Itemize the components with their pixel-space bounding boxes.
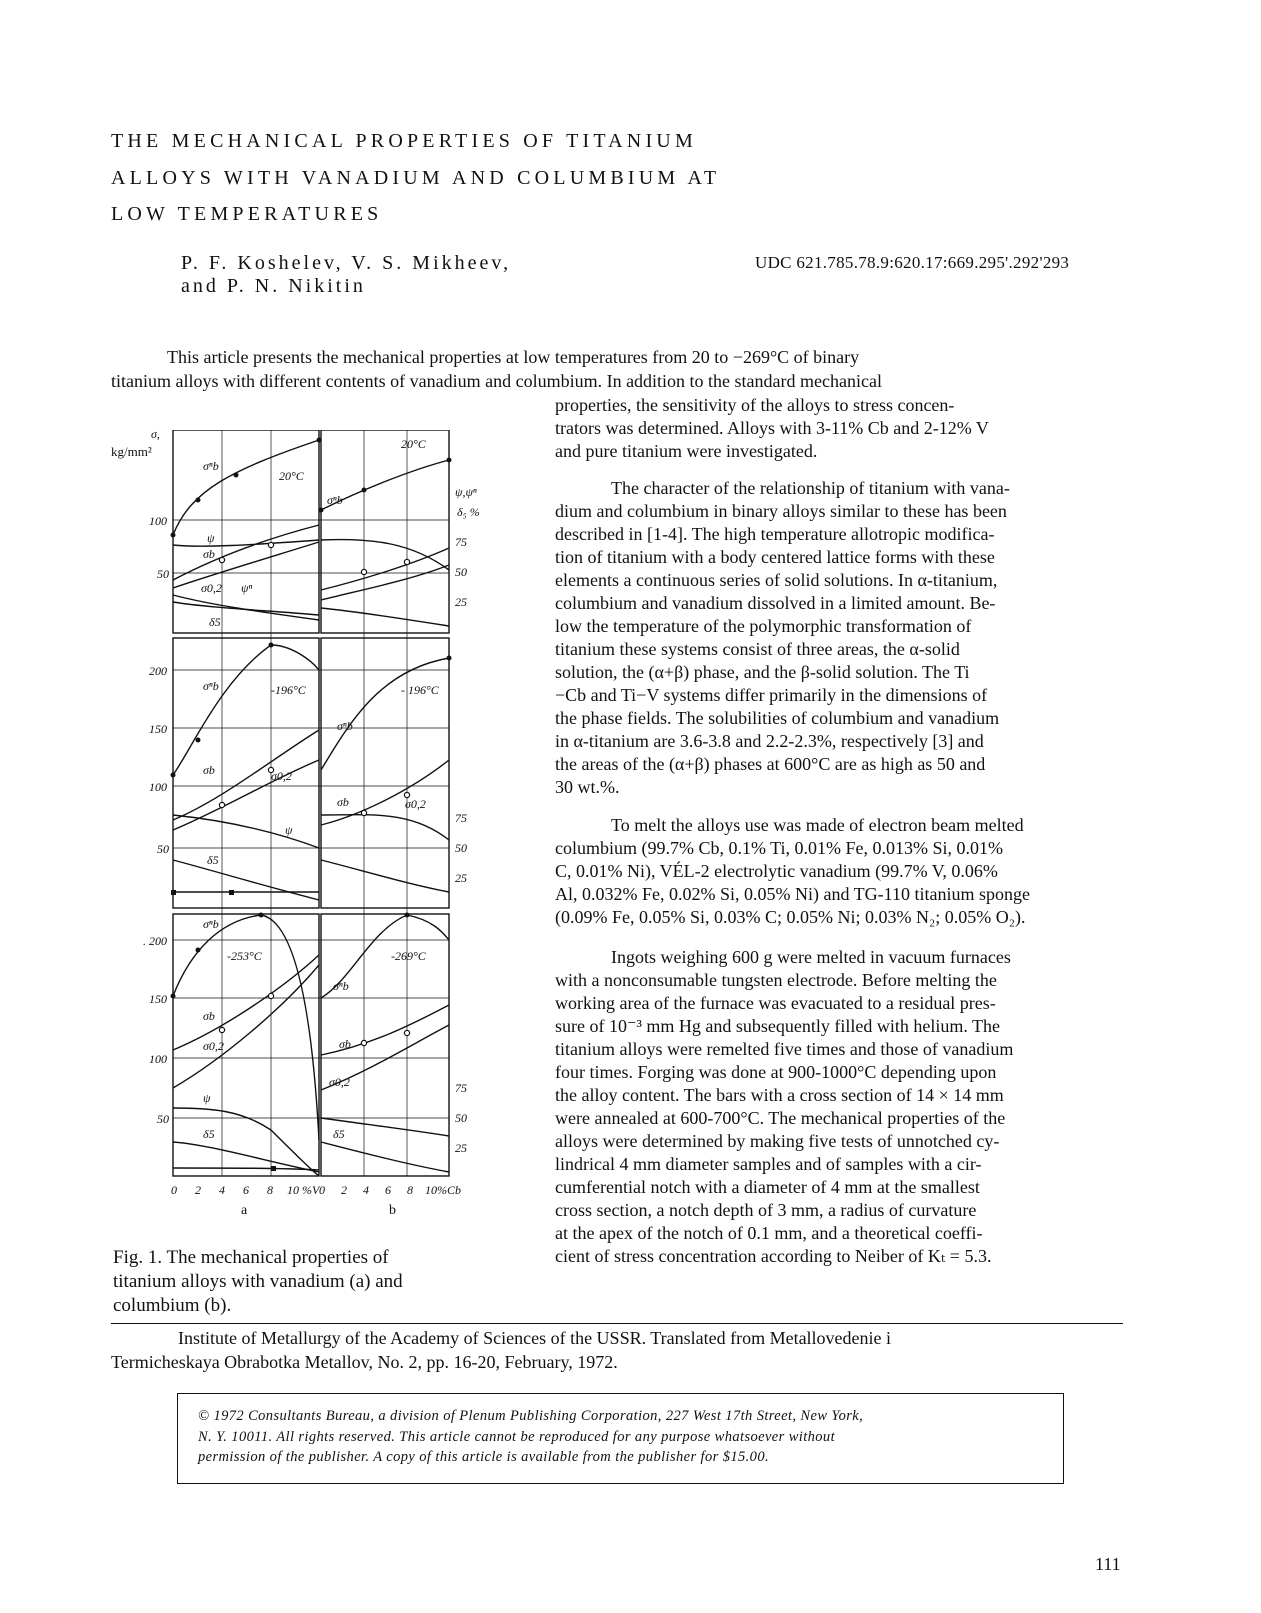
panel-b-196 <box>321 638 449 908</box>
curve-b20-psi <box>321 540 449 570</box>
tick-label: 200 <box>149 664 167 678</box>
curve-label: σb <box>203 763 215 777</box>
affiliation-line-2: Termicheskaya Obrabotka Metallov, No. 2, pp. 16-20, February, 1972. <box>111 1352 618 1372</box>
curve-label: σ0,2 <box>329 1075 350 1089</box>
page-number: 111 <box>1095 1554 1121 1574</box>
x-tick-label: 10 %V <box>287 1183 320 1197</box>
body-line: alloys were determined by making five tests of unnotched cy- <box>555 1131 1000 1151</box>
figure-caption <box>113 1246 493 1318</box>
curve-b20-delta5 <box>321 608 449 626</box>
x-tick-label: 10%Cb <box>425 1183 461 1197</box>
curve-b20-sigma-b <box>321 548 449 590</box>
curve-label: ψ <box>203 1091 211 1105</box>
body-line: 30 wt.%. <box>555 777 620 797</box>
temp-label: 20°C <box>279 469 304 483</box>
copyright-line-2: N. Y. 10011. All rights reserved. This article cannot be reproduced for any purpose whatsoever without <box>198 1429 836 1445</box>
x-tick-label: 6 <box>243 1183 249 1197</box>
tick-label: 50 <box>157 842 169 856</box>
curve-label: δ5 <box>209 615 221 629</box>
tick-label: 50 <box>157 567 169 581</box>
copyright-line-3: permission of the publisher. A copy of this article is available from the publisher for $15.00. <box>198 1449 769 1465</box>
body-line: cumferential notch with a diameter of 4 mm at the smallest <box>555 1177 980 1197</box>
body-line: low the temperature of the polymorphic transformation of <box>555 616 972 636</box>
curve-label: δ5 <box>207 853 219 867</box>
curve-label: σ0,2 <box>405 797 426 811</box>
curve-label: σb <box>337 795 349 809</box>
curve-a196-sigma02 <box>173 760 319 830</box>
body-line: were annealed at 600-700°C. The mechanical properties of the <box>555 1108 1006 1128</box>
tick-label: 50 <box>455 565 467 579</box>
curve-label: σ0,2 <box>201 581 222 595</box>
body-line: columbium (99.7% Cb, 0.1% Ti, 0.01% Fe, 0.013% Si, 0.01% <box>555 838 1004 858</box>
body-line: dium and columbium in binary alloys similar to these has been <box>555 501 1007 521</box>
x-tick-label: 2 <box>195 1183 201 1197</box>
figure-1 <box>111 430 551 1230</box>
tick-label: 50 <box>157 1112 169 1126</box>
x-tick-label: 0 <box>319 1183 325 1197</box>
temp-label: 20°C <box>401 437 426 451</box>
tick-label: 50 <box>455 841 467 855</box>
udc-code: UDC 621.785.78.9:620.17:669.295'.292'293 <box>755 253 1070 272</box>
body-line: at the apex of the notch of 0.1 mm, and a theoretical coeffi- <box>555 1223 983 1243</box>
tick-label: 150 <box>149 722 167 736</box>
title-line-1: THE MECHANICAL PROPERTIES OF TITANIUM <box>111 130 697 152</box>
affiliation-line-1: Institute of Metallurgy of the Academy of Sciences of the USSR. Translated from Metallovedenie i <box>178 1328 892 1348</box>
body-line: solution, the (α+β) phase, and the β-solid solution. The Ti <box>555 662 970 682</box>
title-line-3: LOW TEMPERATURES <box>111 203 383 225</box>
authors-line-2: and P. N. Nikitin <box>181 275 366 297</box>
curve-label: σⁿb <box>203 459 219 473</box>
curve-b269-delta5 <box>321 1142 449 1172</box>
tick-label: . 200 <box>143 934 167 948</box>
temp-label: -196°C <box>271 683 306 697</box>
tick-label: 75 <box>455 535 467 549</box>
temp-label: -253°C <box>227 949 262 963</box>
footer-rule <box>111 1323 1123 1324</box>
x-tick-label: 0 <box>171 1183 177 1197</box>
abstract-line-2: titanium alloys with different contents of vanadium and columbium. In addition to the standard mechanical <box>111 371 882 391</box>
body-line: elements a continuous series of solid solutions. In α-titanium, <box>555 570 998 590</box>
temp-label: - 196°C <box>401 683 439 697</box>
sub-label-b: b <box>389 1203 396 1218</box>
body-line: (0.09% Fe, 0.05% Si, 0.03% C; 0.05% Ni; 0.03% N₂; 0.05% O₂). <box>555 907 1026 927</box>
title-line-2: ALLOYS WITH VANADIUM AND COLUMBIUM AT <box>111 167 721 189</box>
body-line: cross section, a notch depth of 3 mm, a radius of curvature <box>555 1200 977 1220</box>
curve-a196-sigma-b <box>173 730 319 820</box>
tick-label: 75 <box>455 1081 467 1095</box>
curve-a196-sigma-bn <box>173 645 319 775</box>
body-line: columbium and vanadium dissolved in a limited amount. Be- <box>555 593 996 613</box>
copyright-box <box>177 1393 1064 1484</box>
panel-a-196 <box>173 638 319 908</box>
curve-label: σⁿb <box>203 679 219 693</box>
curve-label: σb <box>203 547 215 561</box>
curve-a20-psi <box>173 540 319 546</box>
figure-1-plot <box>111 430 551 1230</box>
body-line: with a nonconsumable tungsten electrode. Before melting the <box>555 970 997 990</box>
curve-a253-sigma02 <box>173 965 319 1088</box>
body-line: lindrical 4 mm diameter samples and of samples with a cir- <box>555 1154 982 1174</box>
body-line: working area of the furnace was evacuated to a residual pres- <box>555 993 996 1013</box>
body-line: the areas of the (α+β) phases at 600°C are as high as 50 and <box>555 754 986 774</box>
body-line: the alloy content. The bars with a cross section of 14 × 14 mm <box>555 1085 1004 1105</box>
body-line: sure of 10⁻³ mm Hg and subsequently filled with helium. The <box>555 1016 1000 1036</box>
body-line: four times. Forging was done at 900-1000°C depending upon <box>555 1062 997 1082</box>
body-column <box>555 396 1130 1296</box>
x-tick-label: 8 <box>407 1183 413 1197</box>
body-line: the phase fields. The solubilities of columbium and vanadium <box>555 708 1000 728</box>
tick-label: 100 <box>149 514 167 528</box>
body-line: The character of the relationship of titanium with vana- <box>611 478 1010 498</box>
x-tick-label: 8 <box>267 1183 273 1197</box>
curve-a20-sigma-b <box>173 525 319 580</box>
x-tick-label: 4 <box>219 1183 225 1197</box>
curve-label: σⁿb <box>337 719 353 733</box>
curve-label: σⁿb <box>203 917 219 931</box>
curve-a20-sigma-bn <box>173 440 319 535</box>
sub-label-a: a <box>241 1203 248 1218</box>
body-line: To melt the alloys use was made of electron beam melted <box>611 815 1024 835</box>
caption-line: Fig. 1. The mechanical properties of <box>113 1247 389 1268</box>
caption-line: titanium alloys with vanadium (a) and <box>113 1271 403 1292</box>
body-line: trators was determined. Alloys with 3-11% Cb and 2-12% V <box>555 418 989 438</box>
curve-label: δ5 <box>333 1127 345 1141</box>
body-line: tion of titanium with a body centered lattice forms with these <box>555 547 995 567</box>
curve-a20-psin <box>173 602 319 615</box>
authors-line-1: P. F. Koshelev, V. S. Mikheev, <box>181 252 512 274</box>
tick-label: 150 <box>149 992 167 1006</box>
curve-a253-psin <box>173 1168 319 1170</box>
curve-b20-sigma02 <box>321 565 449 600</box>
curve-label: δ5 <box>203 1127 215 1141</box>
tick-label: 25 <box>455 871 467 885</box>
curve-label: σb <box>339 1037 351 1051</box>
curve-a196-delta5 <box>173 860 319 900</box>
body-line: −Cb and Ti−V systems differ primarily in the dimensions of <box>555 685 988 705</box>
tick-label: 25 <box>455 1141 467 1155</box>
y-axis-label-symbol: σ, <box>151 430 160 441</box>
x-tick-label: 2 <box>341 1183 347 1197</box>
body-line: cient of stress concentration according to Neiber of Kₜ = 5.3. <box>555 1246 992 1266</box>
curve-label: σⁿb <box>333 979 349 993</box>
y-axis-label-unit: kg/mm² <box>111 444 152 459</box>
curve-label: σ0,2 <box>203 1039 224 1053</box>
right-axis-label-2: δ₅ % <box>457 505 480 519</box>
tick-label: 25 <box>455 595 467 609</box>
tick-label: 50 <box>455 1111 467 1125</box>
tick-label: 100 <box>149 1052 167 1066</box>
abstract-line-1: This article presents the mechanical properties at low temperatures from 20 to −269°C of binary <box>167 347 860 367</box>
curve-b196-delta5 <box>321 860 449 892</box>
body-line: titanium these systems consist of three areas, the α-solid <box>555 639 960 659</box>
x-tick-label: 6 <box>385 1183 391 1197</box>
tick-label: 100 <box>149 780 167 794</box>
temp-label: -269°C <box>391 949 426 963</box>
curve-label: σ0,2 <box>271 769 292 783</box>
curve-label: ψⁿ <box>241 581 253 595</box>
curve-b196-sigma-bn <box>321 658 449 770</box>
body-line: Al, 0.032% Fe, 0.02% Si, 0.05% Ni) and TG-110 titanium sponge <box>555 884 1030 904</box>
caption-line: columbium (b). <box>113 1295 232 1316</box>
curve-label: ψ <box>285 823 293 837</box>
x-tick-label: 4 <box>363 1183 369 1197</box>
curve-a20-delta5 <box>173 595 319 620</box>
curve-b196-psi <box>321 815 449 840</box>
body-line: and pure titanium were investigated. <box>555 441 818 461</box>
right-axis-label: ψ,ψⁿ <box>455 485 477 499</box>
body-line: in α-titanium are 3.6-3.8 and 2.2-2.3%, respectively [3] and <box>555 731 984 751</box>
body-line: titanium alloys were remelted five times and those of vanadium <box>555 1039 1014 1059</box>
curve-label: σb <box>203 1009 215 1023</box>
body-line: Ingots weighing 600 g were melted in vacuum furnaces <box>611 947 1011 967</box>
curve-label: σⁿb <box>327 493 343 507</box>
body-line: C, 0.01% Ni), VÉL-2 electrolytic vanadium (99.7% V, 0.06% <box>555 861 998 881</box>
tick-label: 75 <box>455 811 467 825</box>
body-line: properties, the sensitivity of the alloys to stress concen- <box>555 395 955 415</box>
copyright-line-1: © 1972 Consultants Bureau, a division of Plenum Publishing Corporation, 227 West 17th Street, New York, <box>198 1408 864 1424</box>
body-line: described in [1-4]. The high temperature allotropic modifica- <box>555 524 995 544</box>
curve-label: ψ <box>207 531 215 545</box>
panel-b-20 <box>321 430 449 633</box>
